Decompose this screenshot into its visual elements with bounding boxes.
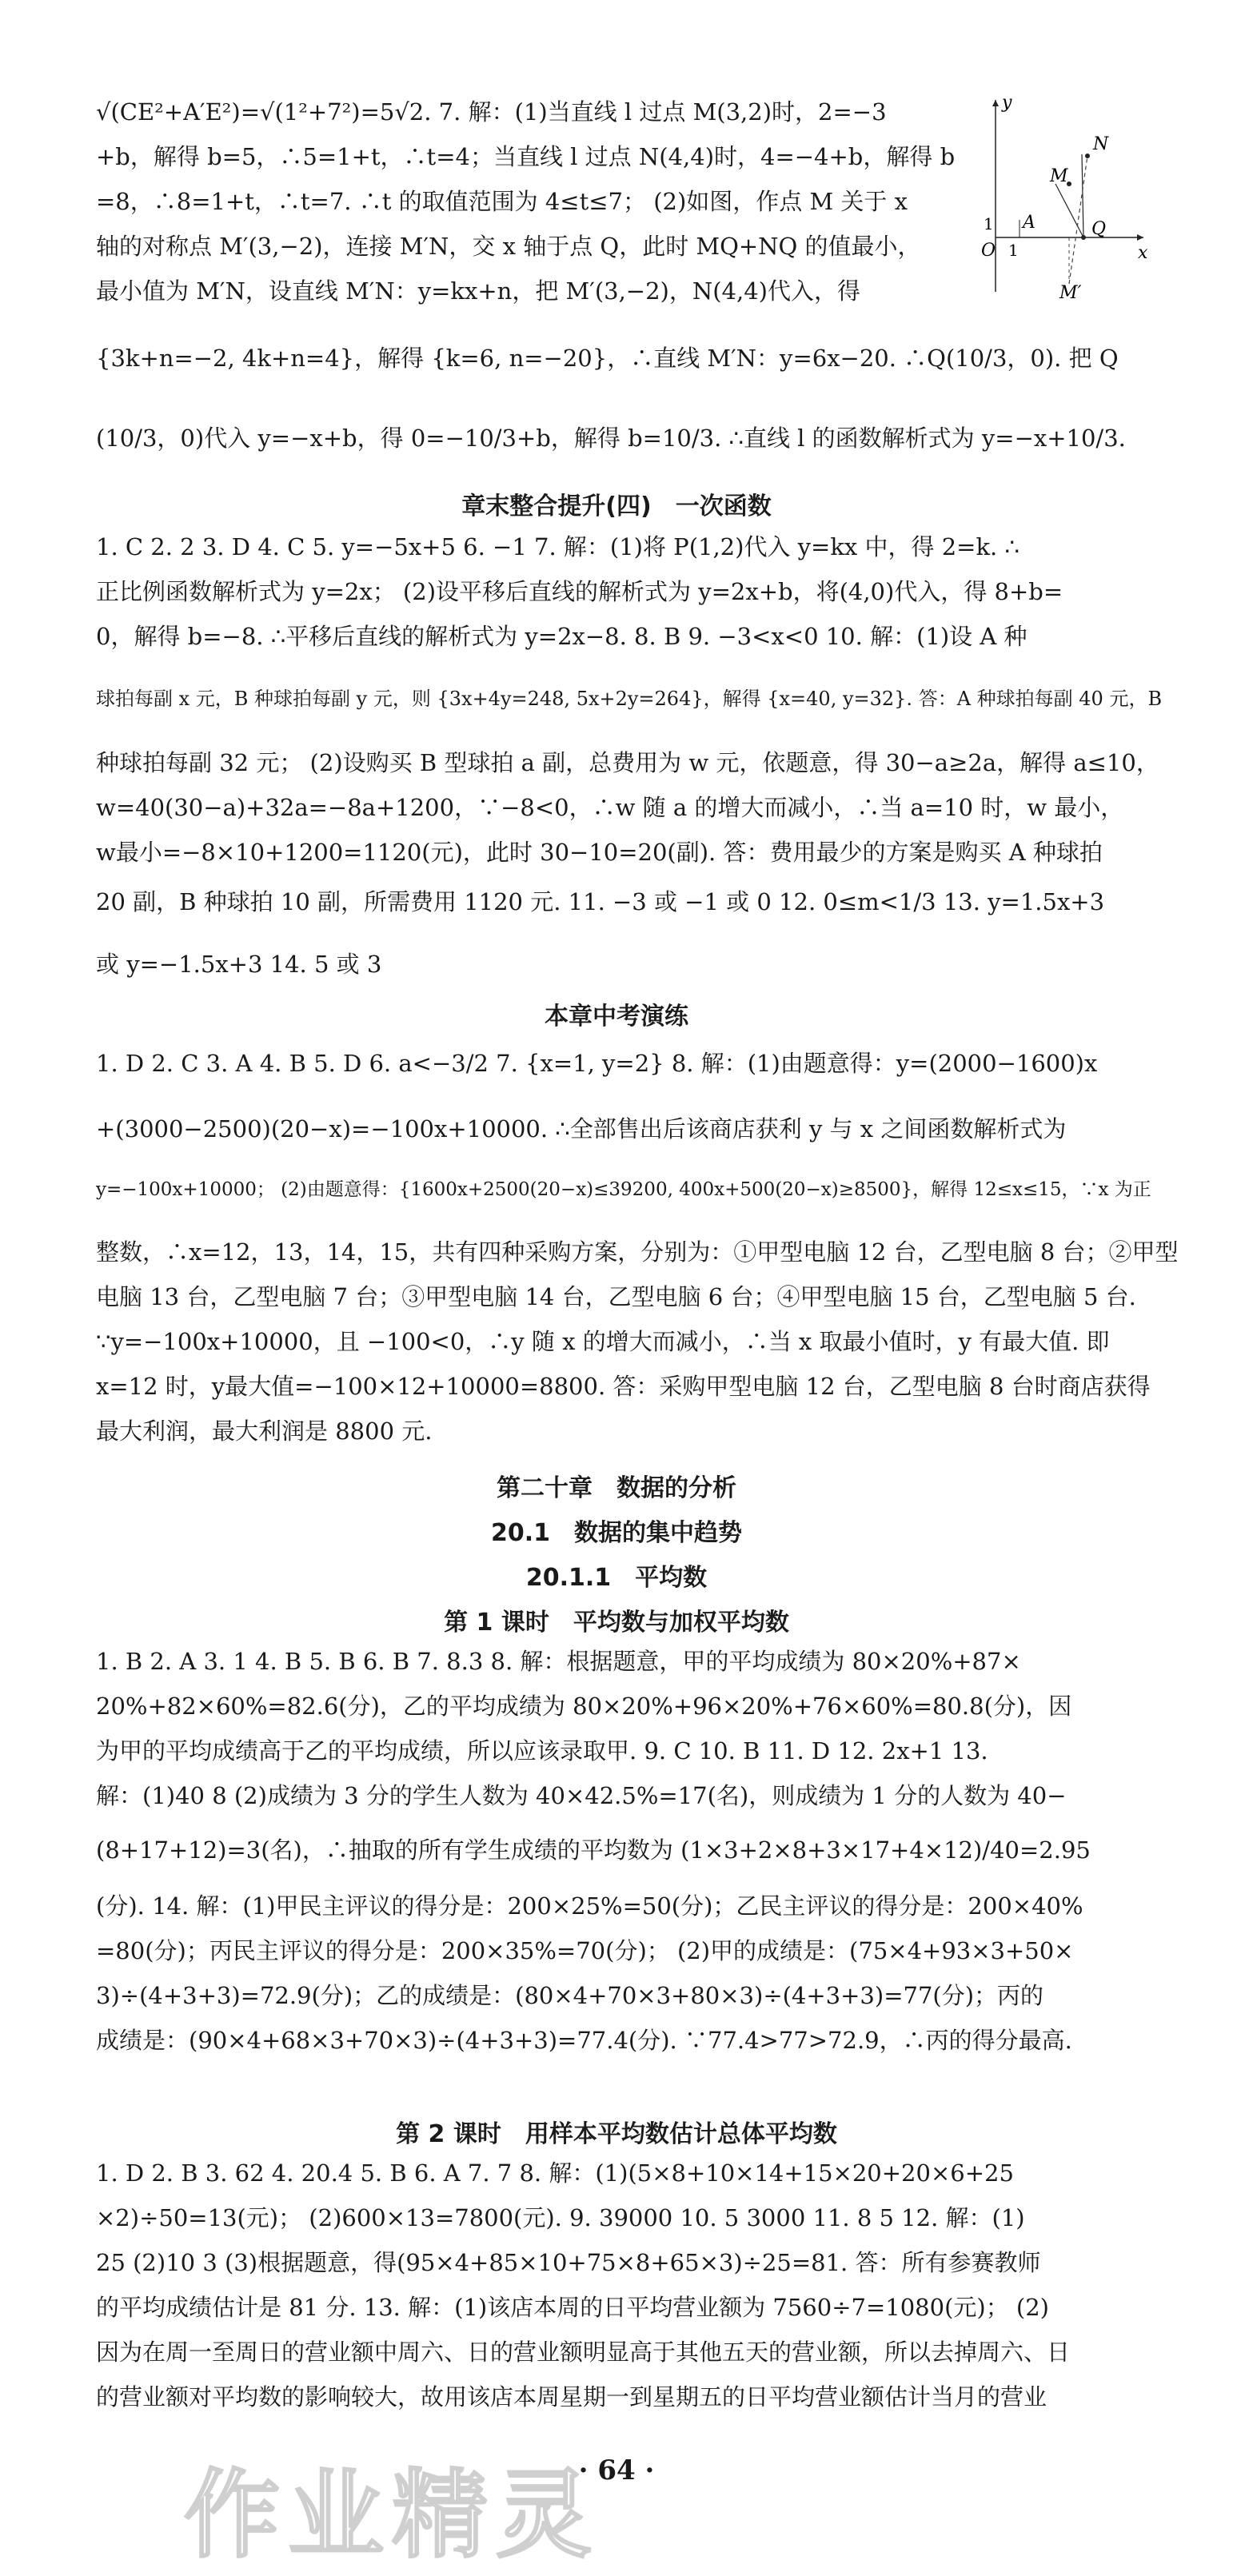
text-line: =8，∴8=1+t，∴t=7. ∴t 的取值范围为 4≤t≤7； (2)如图，作点 M 关于 x (96, 188, 908, 215)
text-line: 1. D 2. B 3. 62 4. 20.4 5. B 6. A 7. 7 8. 解：(1)(5×8+10×14+15×20+20×6+25 (96, 2159, 1014, 2187)
text-line: 种球拍每副 32 元； (2)设购买 B 型球拍 a 副，总费用为 w 元，依题意，得 30−a≥2a，解得 a≤10， (96, 749, 1159, 776)
subsubsection-title: 20.1.1 平均数 (525, 1564, 708, 1592)
lesson-title: 第 2 课时 用样本平均数估计总体平均数 (396, 2120, 837, 2148)
text-line: +(3000−2500)(20−x)=−100x+10000. ∴全部售出后该商店获利 y 与 x 之间函数解析式为 (96, 1115, 1067, 1142)
text-line: 1. C 2. 2 3. D 4. C 5. y=−5x+5 6. −1 7. 解：(1)将 P(1,2)代入 y=kx 中，得 2=k. ∴ (96, 533, 1020, 560)
watermark: 作业精灵 (184, 2460, 600, 2571)
text-line: 1. D 2. C 3. A 4. B 5. D 6. a<−3/2 7. {x=1, y=2} 8. 解：(1)由题意得：y=(2000−1600)x (96, 1050, 1098, 1077)
y-arrow (992, 100, 999, 106)
text-line: w最小=−8×10+1200=1120(元)，此时 30−10=20(副). 答：费用最少的方案是购买 A 种球拍 (96, 839, 1103, 866)
text-line: 整数，∴x=12，13，14，15，共有四种采购方案，分别为：①甲型电脑 12 台，乙型电脑 8 台；②甲型 (96, 1238, 1179, 1266)
text-line: {3k+n=−2, 4k+n=4}，解得 {k=6, n=−20}，∴直线 M′N：y=6x−20. ∴Q(10/3，0). 把 Q (96, 345, 1119, 372)
text-line: 正比例函数解析式为 y=2x； (2)设平移后直线的解析式为 y=2x+b，将(4,0)代入，得 8+b= (96, 578, 1063, 605)
text-line: ∵y=−100x+10000，且 −100<0，∴y 随 x 的增大而减小，∴当 x 取最小值时，y 有最大值. 即 (96, 1328, 1110, 1355)
section-title: 本章中考演练 (545, 1003, 688, 1031)
page-number: · 64 · (578, 2454, 655, 2486)
text-line: 或 y=−1.5x+3 14. 5 或 3 (96, 951, 382, 978)
point-n (1085, 154, 1090, 158)
text-line: 20 副，B 种球拍 10 副，所需费用 1120 元. 11. −3 或 −1 或 0 12. 0≤m<1/3 13. y=1.5x+3 (96, 888, 1105, 915)
text-line: (10/3，0)代入 y=−x+b，得 0=−10/3+b，解得 b=10/3. ∴直线 l 的函数解析式为 y=−x+10/3. (96, 425, 1126, 452)
text-line: 的平均成绩估计是 81 分. 13. 解：(1)该店本周的日平均营业额为 7560÷7=1080(元)； (2) (96, 2294, 1049, 2321)
chapter-title: 第二十章 数据的分析 (497, 1474, 736, 1502)
n-label: N (1093, 134, 1109, 154)
x-label: x (1138, 243, 1148, 263)
m-label: M (1050, 166, 1068, 186)
dashed-mpn (1069, 156, 1087, 284)
lesson-title: 第 1 课时 平均数与加权平均数 (444, 1609, 789, 1637)
origin-label: O (981, 241, 996, 261)
text-line: y=−100x+10000； (2)由题意得：{1600x+2500(20−x)≤39200, 400x+500(20−x)≥8500}，解得 12≤x≤15，∵x 为正 (96, 1179, 1151, 1200)
coordinate-figure (980, 92, 1151, 300)
mprime-label: M′ (1059, 283, 1082, 300)
text-line: √(CE²+A′E²)=√(1²+7²)=5√2. 7. 解：(1)当直线 l 过点 M(3,2)时，2=−3 (96, 98, 887, 126)
text-line: x=12 时，y最大值=−100×12+10000=8800. 答：采购甲型电脑 12 台，乙型电脑 8 台时商店获得 (96, 1373, 1151, 1400)
text-line: 轴的对称点 M′(3,−2)，连接 M′N，交 x 轴于点 Q，此时 MQ+NQ 的值最小， (96, 233, 921, 260)
section-title: 章末整合提升(四) 一次函数 (461, 492, 772, 520)
a-label: A (1023, 213, 1035, 233)
text-line: 25 (2)10 3 (3)根据题意，得(95×4+85×10+75×8+65×3)÷25=81. 答：所有参赛教师 (96, 2249, 1041, 2276)
text-line: 最小值为 M′N，设直线 M′N：y=kx+n，把 M′(3,−2)，N(4,4)代入，得 (96, 277, 860, 305)
text-line: 0，解得 b=−8. ∴平移后直线的解析式为 y=2x−8. 8. B 9. −3<x<0 10. 解：(1)设 A 种 (96, 623, 1028, 650)
text-line: (分). 14. 解：(1)甲民主评议的得分是：200×25%=50(分)；乙民主评议的得分是：200×40% (96, 1892, 1083, 1920)
x-arrow (1137, 234, 1143, 241)
text-line: 3)÷(4+3+3)=72.9(分)；乙的成绩是：(80×4+70×3+80×3)÷(4+3+3)=77(分)；丙的 (96, 1982, 1044, 2009)
text-line: +b，解得 b=5，∴5=1+t，∴t=4；当直线 l 过点 N(4,4)时，4=−4+b，解得 b (96, 143, 956, 170)
text-line: =80(分)；丙民主评议的得分是：200×35%=70(分)； (2)甲的成绩是：(75×4+93×3+50× (96, 1937, 1074, 1964)
text-line: 为甲的平均成绩高于乙的平均成绩，所以应该录取甲. 9. C 10. B 11. D 12. 2x+1 13. (96, 1737, 988, 1765)
text-line: w=40(30−a)+32a=−8a+1200，∵−8<0，∴w 随 a 的增大而减小，∴当 a=10 时，w 最小， (96, 794, 1124, 821)
text-line: 20%+82×60%=82.6(分)，乙的平均成绩为 80×20%+96×20%+76×60%=80.8(分)，因 (96, 1693, 1072, 1720)
text-line: (8+17+12)=3(名)，∴抽取的所有学生成绩的平均数为 (1×3+2×8+3×17+4×12)/40=2.95 (96, 1836, 1091, 1864)
tick-one-y: 1 (984, 214, 994, 233)
text-line: 最大利润，最大利润是 8800 元. (96, 1418, 433, 1445)
y-label: y (1002, 93, 1012, 113)
text-line: 1. B 2. A 3. 1 4. B 5. B 6. B 7. 8.3 8. 解：根据题意，甲的平均成绩为 80×20%+87× (96, 1648, 1021, 1675)
text-line: 因为在周一至周日的营业额中周六、日的营业额明显高于其他五天的营业额，所以去掉周六、日 (96, 2339, 1071, 2366)
q-label: Q (1091, 219, 1107, 239)
text-line: 成绩是：(90×4+68×3+70×3)÷(4+3+3)=77.4(分). ∵77.4>77>72.9，∴丙的得分最高. (96, 2027, 1072, 2054)
text-line: 解：(1)40 8 (2)成绩为 3 分的学生人数为 40×42.5%=17(名)，则成绩为 1 分的人数为 40− (96, 1782, 1067, 1809)
tick-one-x: 1 (1008, 241, 1019, 260)
text-line: 电脑 13 台，乙型电脑 7 台；③甲型电脑 14 台，乙型电脑 6 台；④甲型电脑 15 台，乙型电脑 5 台. (96, 1283, 1136, 1310)
text-line: 的营业额对平均数的影响较大，故用该店本周星期一到星期五的日平均营业额估计当月的营业 (96, 2383, 1047, 2411)
text-line: ×2)÷50=13(元)； (2)600×13=7800(元). 9. 39000 10. 5 3000 11. 8 5 12. 解：(1) (96, 2204, 1025, 2231)
subsection-title: 20.1 数据的集中趋势 (490, 1519, 743, 1547)
text-line: 球拍每副 x 元，B 种球拍每副 y 元，则 {3x+4y=248, 5x+2y=264}，解得 {x=40, y=32}. 答：A 种球拍每副 40 元，B (96, 688, 1163, 710)
point-q (1081, 235, 1086, 240)
